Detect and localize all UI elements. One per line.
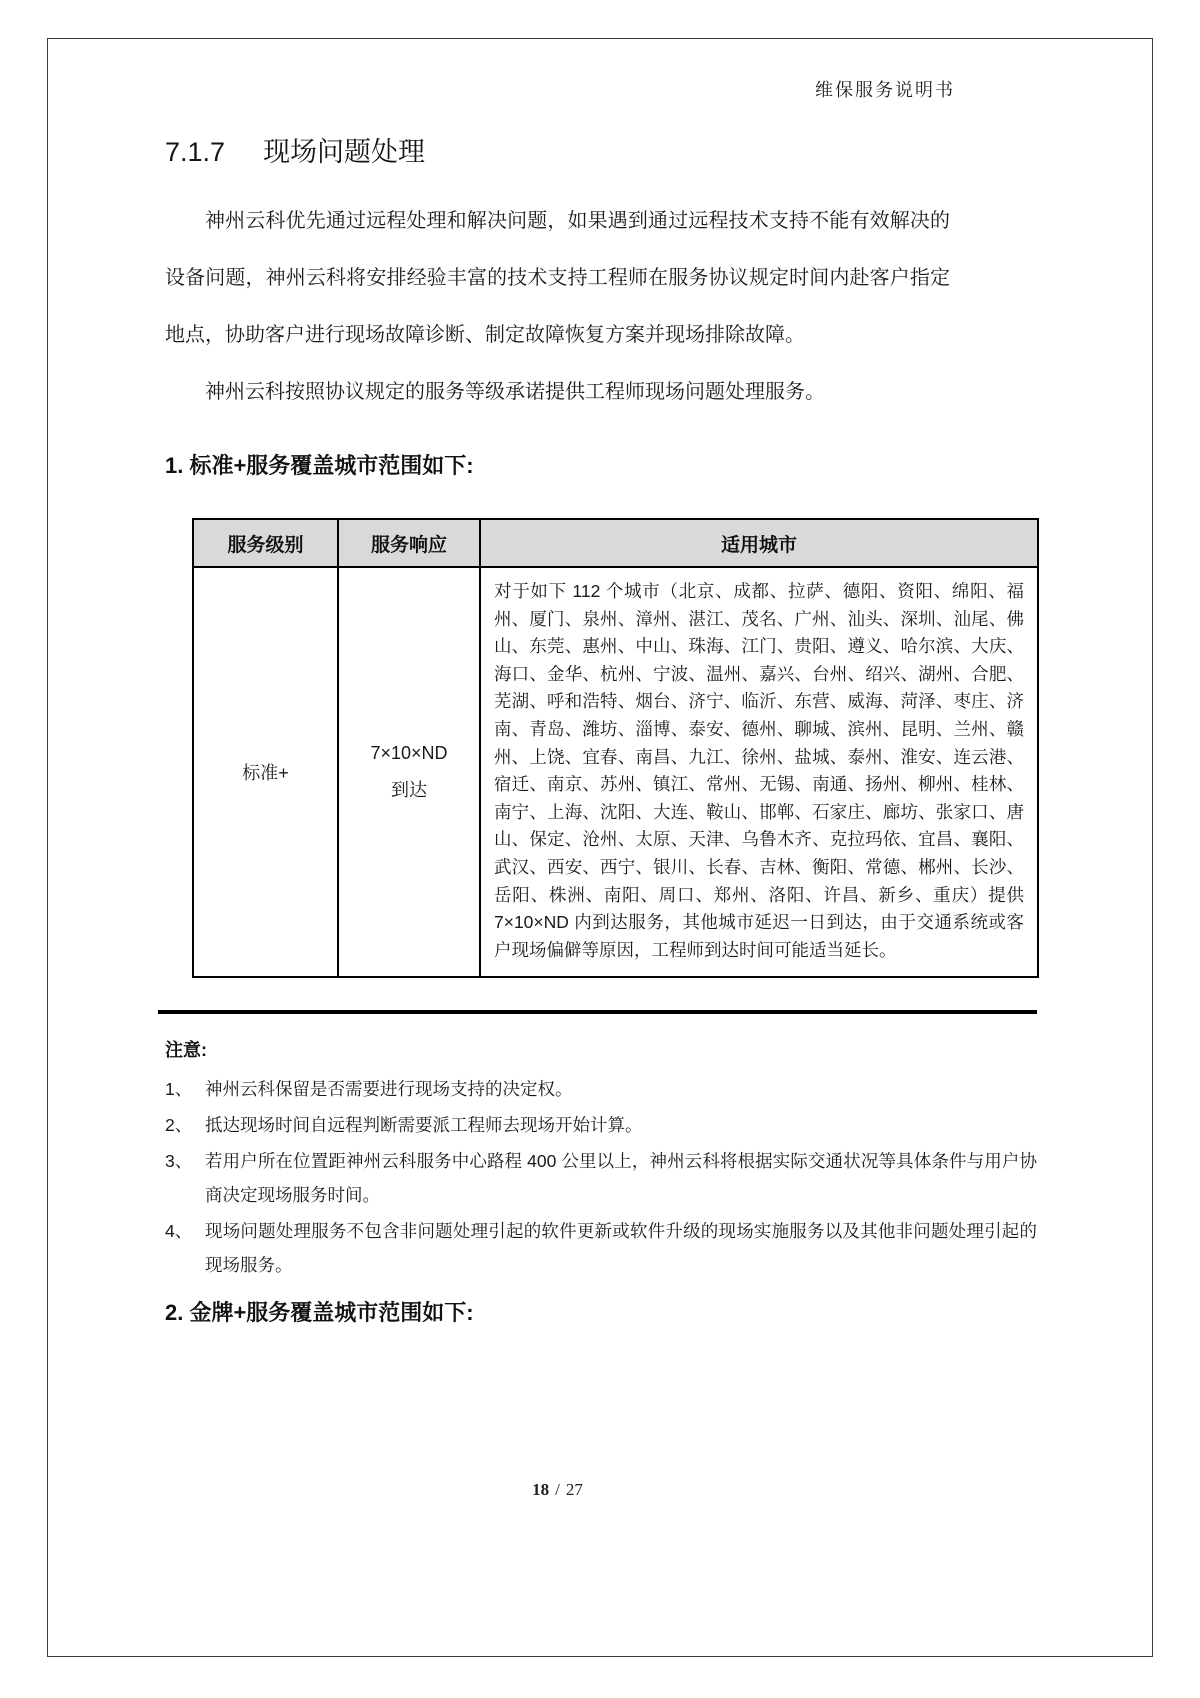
- service-coverage-table: [192, 518, 1039, 978]
- cell-service-level: 标准+: [193, 567, 338, 977]
- note-item-3: [165, 1144, 1037, 1212]
- section-number: 7.1.7: [165, 137, 226, 167]
- page-total: 27: [565, 1480, 583, 1499]
- response-arrival: 到达: [391, 780, 427, 801]
- cell-cities: 对于如下 112 个城市（北京、成都、拉萨、德阳、资阳、绵阳、福州、厦门、泉州、漳州、湛江、茂名、广州、汕头、深圳、汕尾、佛山、东莞、惠州、中山、珠海、江门、贵阳、遵义、哈尔滨、大庆、海口、金华、杭州、宁波、温州、嘉兴、台州、绍兴、湖州、合肥、芜湖、呼和浩特、烟台、济宁、临沂、东营、威海、菏泽、枣庄、济南、青岛、潍坊、淄博、泰安、德州、聊城、滨州、昆明、兰州、赣州、上饶、宜春、南昌、九江、徐州、盐城、泰州、淮安、连云港、宿迁、南京、苏州、镇江、常州、无锡、南通、扬州、柳州、桂林、南宁、上海、沈阳、大连、鞍山、邯郸、石家庄、廊坊、张家口、唐山、保定、沧州、太原、天津、乌鲁木齐、克拉玛依、宜昌、襄阳、武汉、西安、西宁、银川、长春、吉林、衡阳、常德、郴州、长沙、岳阳、株洲、南阳、周口、郑州、洛阳、许昌、新乡、重庆）提供 7×10×ND 内到达服务，其他城市延迟一日到达，由于交通系统或客户现场偏僻等原因，工程师到达时间可能适当延长。: [480, 567, 1038, 977]
- note-text: 现场问题处理服务不包含非问题处理引起的软件更新或软件升级的现场实施服务以及其他非问题处理引起的现场服务。: [205, 1220, 1037, 1275]
- note-number: 4、: [165, 1220, 193, 1241]
- table-row: [193, 567, 1038, 977]
- note-text: 若用户所在位置距神州云科服务中心路程 400 公里以上，神州云科将根据实际交通状况等具体条件与用户协商决定现场服务时间。: [205, 1150, 1037, 1205]
- response-time: 7×10×ND: [370, 743, 448, 764]
- list-heading-gold-plus: 2. 金牌+服务覆盖城市范围如下:: [165, 1299, 474, 1325]
- note-item-4: [165, 1214, 1037, 1282]
- note-item-2: [165, 1108, 1037, 1142]
- note-text: 抵达现场时间自远程判断需要派工程师去现场开始计算。: [205, 1114, 643, 1135]
- divider-rule: [158, 1010, 1037, 1014]
- note-number: 2、: [165, 1114, 193, 1135]
- paragraph-1: 神州云科优先通过远程处理和解决问题，如果遇到通过远程技术支持不能有效解决的设备问题，神州云科将安排经验丰富的技术支持工程师在服务协议规定时间内赴客户指定地点，协助客户进行现场故障诊断、制定故障恢复方案并现场排除故障。: [165, 210, 950, 346]
- page-separator: /: [555, 1480, 560, 1499]
- header-cell-applicable-cities: 适用城市: [480, 519, 1038, 567]
- cell-service-response: [338, 567, 480, 977]
- header-cell-service-response: 服务响应: [338, 519, 480, 567]
- note-item-1: [165, 1072, 1037, 1106]
- page-number: 18: [532, 1480, 550, 1499]
- notes-title: 注意:: [165, 1039, 207, 1060]
- header-cell-service-level: 服务级别: [193, 519, 338, 567]
- table-header-row: [193, 519, 1038, 567]
- paragraph-2: 神州云科按照协议规定的服务等级承诺提供工程师现场问题处理服务。: [205, 381, 825, 403]
- page-footer: [165, 1480, 950, 1500]
- note-number: 1、: [165, 1078, 193, 1099]
- page-content: [165, 130, 1045, 1327]
- note-text: 神州云科保留是否需要进行现场支持的决定权。: [205, 1078, 573, 1099]
- section-title: 现场问题处理: [263, 137, 426, 167]
- note-number: 3、: [165, 1150, 193, 1171]
- section-heading: [165, 130, 1045, 169]
- list-heading-standard-plus: 1. 标准+服务覆盖城市范围如下:: [165, 453, 474, 478]
- doc-header-title: 维保服务说明书: [815, 80, 955, 100]
